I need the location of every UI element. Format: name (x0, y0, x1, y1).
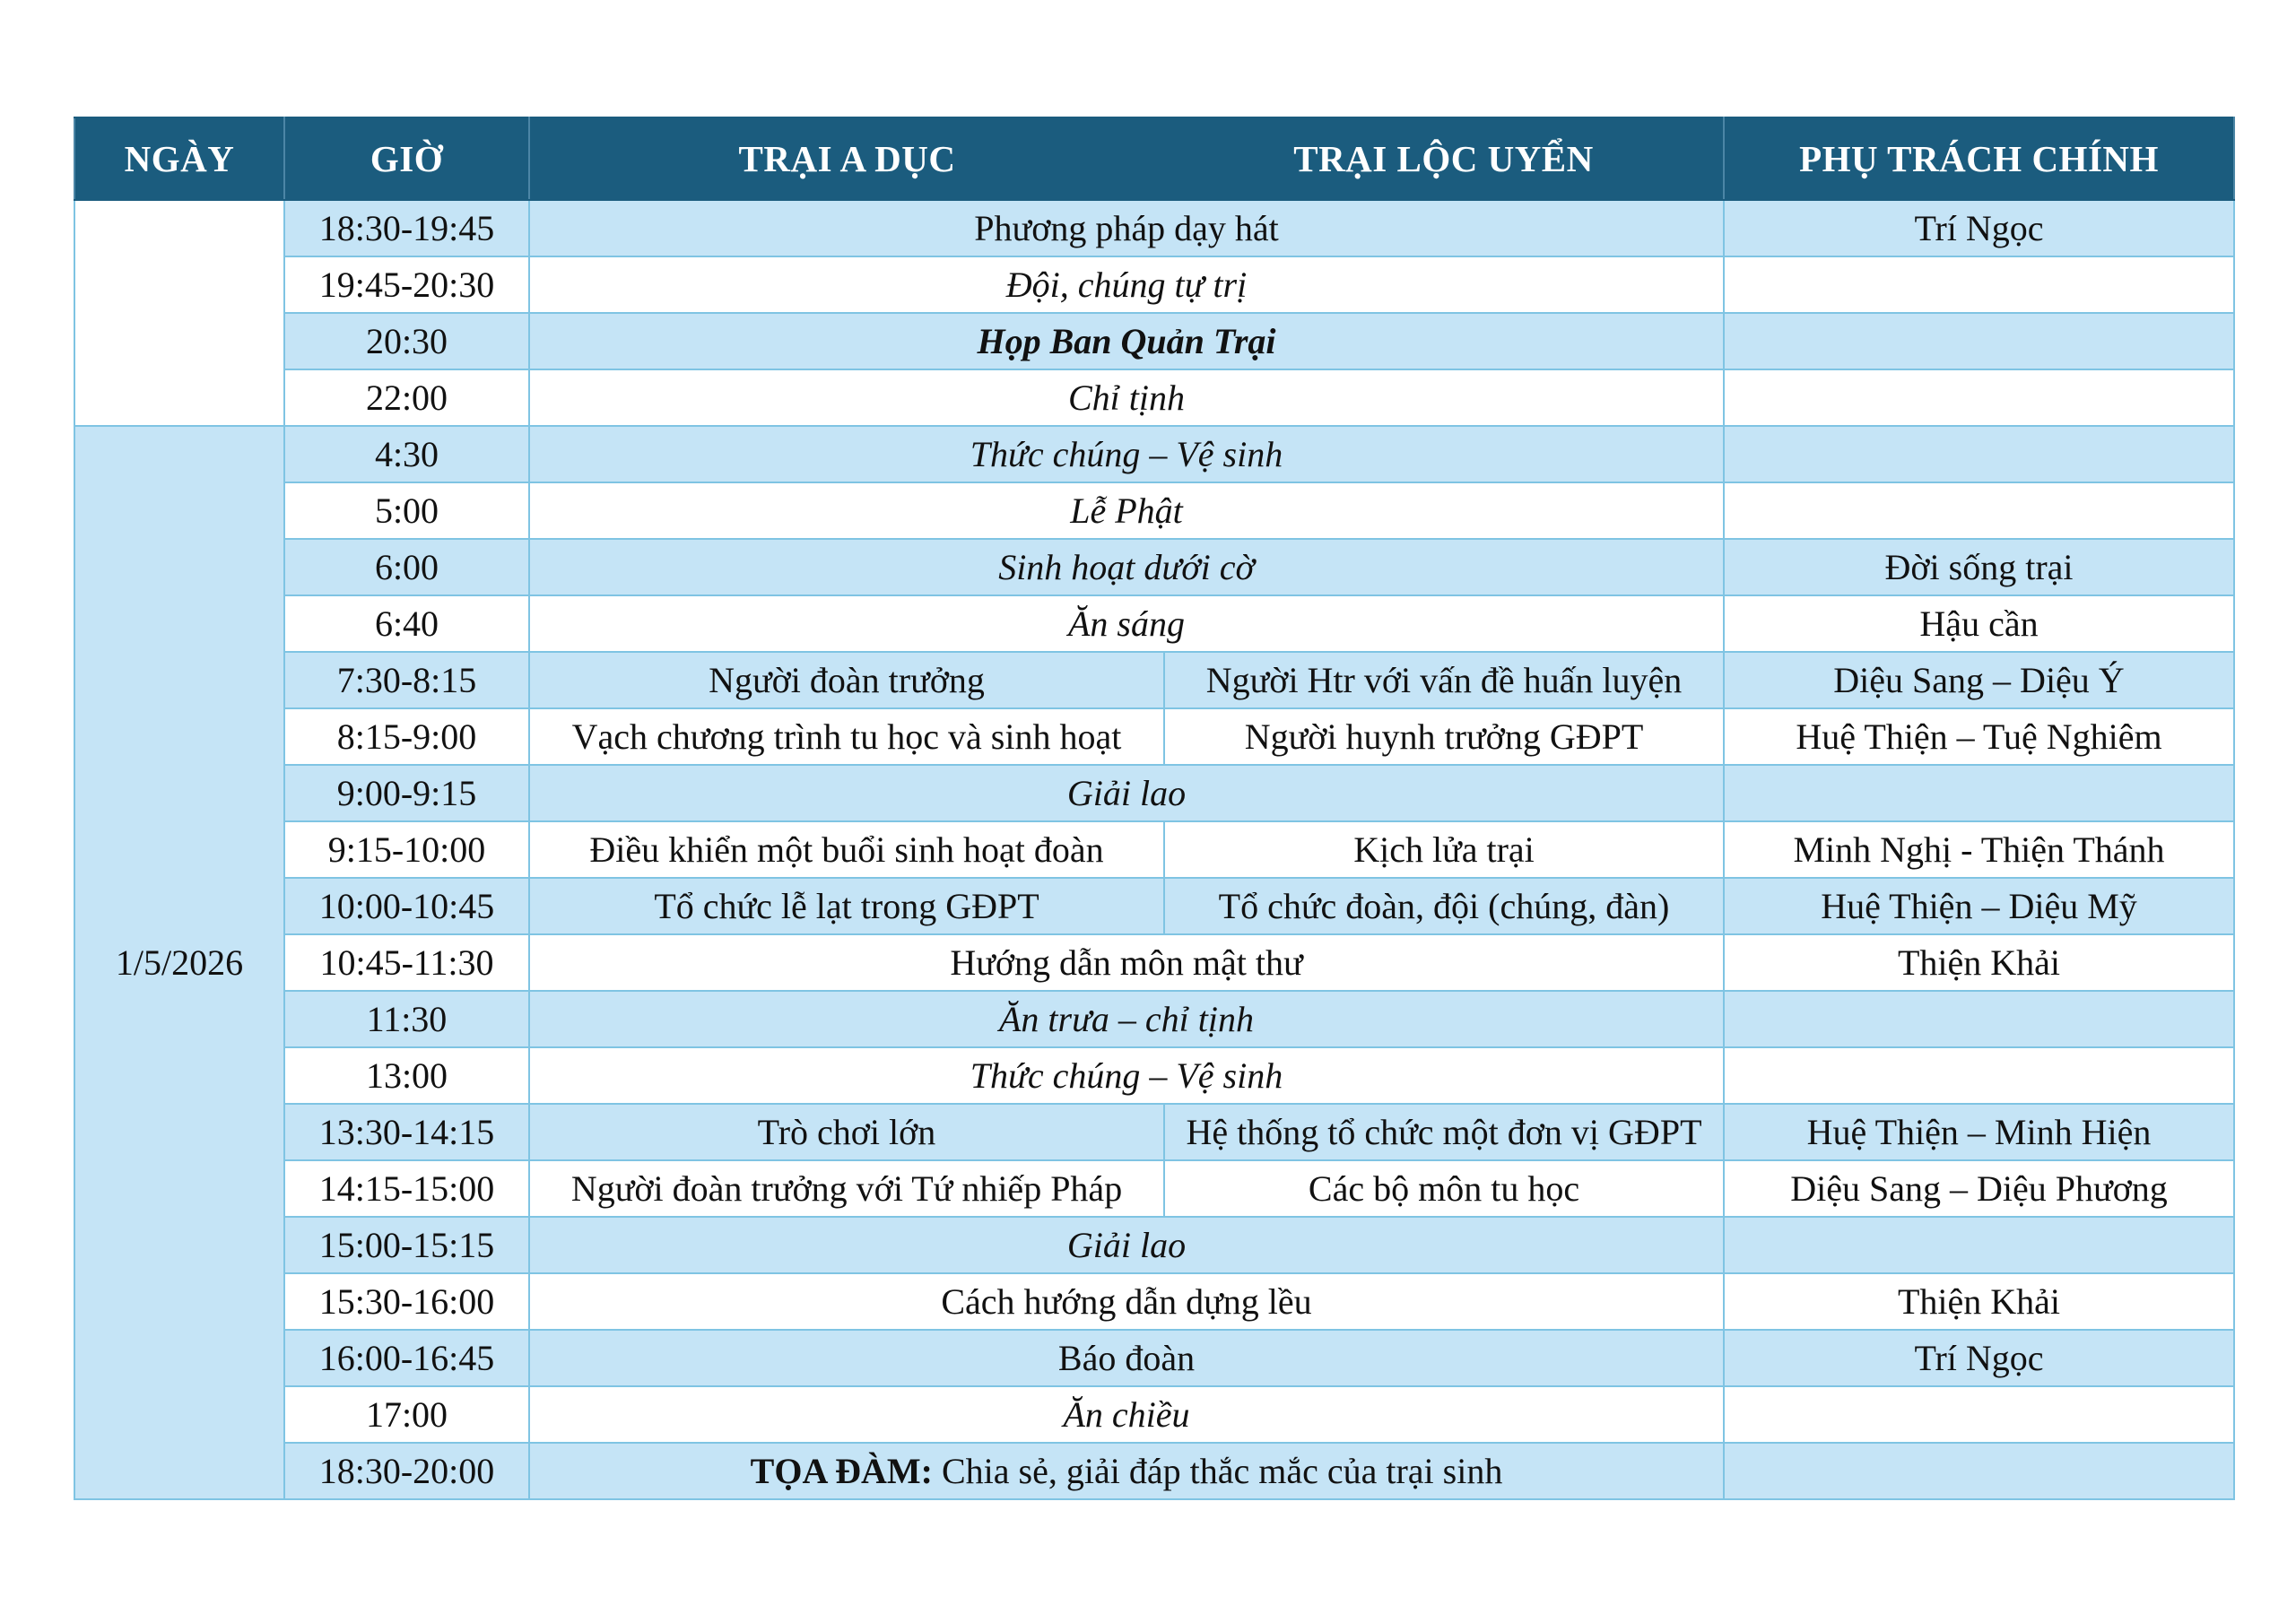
activity-cell: Ăn chiều (529, 1386, 1724, 1443)
table-row (74, 821, 2234, 878)
time-cell: 4:30 (284, 426, 529, 482)
time-cell: 16:00-16:45 (284, 1330, 529, 1386)
responsible-cell: Huệ Thiện – Minh Hiện (1724, 1104, 2234, 1160)
table-row (74, 1273, 2234, 1330)
table-row (74, 1386, 2234, 1443)
activity-cell (529, 1443, 1724, 1499)
responsible-cell: Đời sống trại (1724, 539, 2234, 595)
time-cell: 7:30-8:15 (284, 652, 529, 708)
activity-cell: Họp Ban Quản Trại (529, 313, 1724, 369)
responsible-cell: Diệu Sang – Diệu Phương (1724, 1160, 2234, 1217)
time-cell: 19:45-20:30 (284, 256, 529, 313)
responsible-cell (1724, 1217, 2234, 1273)
time-cell: 10:00-10:45 (284, 878, 529, 934)
responsible-cell: Trí Ngọc (1724, 200, 2234, 256)
activity-cell: Thức chúng – Vệ sinh (529, 1047, 1724, 1104)
activity-cell: Giải lao (529, 765, 1724, 821)
responsible-cell: Minh Nghị - Thiện Thánh (1724, 821, 2234, 878)
responsible-cell (1724, 991, 2234, 1047)
time-cell: 13:00 (284, 1047, 529, 1104)
activity-cell: Báo đoàn (529, 1330, 1724, 1386)
activity-cell: Chỉ tịnh (529, 369, 1724, 426)
responsible-cell (1724, 482, 2234, 539)
header-row (74, 117, 2234, 200)
activity-cell: Ăn trưa – chỉ tịnh (529, 991, 1724, 1047)
activity-cell: Cách hướng dẫn dựng lều (529, 1273, 1724, 1330)
time-cell: 9:15-10:00 (284, 821, 529, 878)
responsible-cell: Huệ Thiện – Diệu Mỹ (1724, 878, 2234, 934)
activity-cell: Hướng dẫn môn mật thư (529, 934, 1724, 991)
day-cell: 1/5/2026 (74, 426, 284, 1499)
table-row (74, 482, 2234, 539)
responsible-cell (1724, 765, 2234, 821)
responsible-cell (1724, 369, 2234, 426)
table-row (74, 539, 2234, 595)
responsible-cell: Diệu Sang – Diệu Ý (1724, 652, 2234, 708)
day-cell (74, 200, 284, 426)
time-cell: 6:00 (284, 539, 529, 595)
header-day: NGÀY (74, 117, 284, 200)
table-row (74, 991, 2234, 1047)
time-cell: 10:45-11:30 (284, 934, 529, 991)
camp-b-cell: Người Htr với vấn đề huấn luyện (1164, 652, 1724, 708)
table-row (74, 595, 2234, 652)
table-row (74, 200, 2234, 256)
header-time: GIỜ (284, 117, 529, 200)
activity-cell: Ăn sáng (529, 595, 1724, 652)
camp-a-cell: Người đoàn trưởng (529, 652, 1164, 708)
time-cell: 6:40 (284, 595, 529, 652)
activity-cell: Phương pháp dạy hát (529, 200, 1724, 256)
responsible-cell (1724, 1443, 2234, 1499)
time-cell: 14:15-15:00 (284, 1160, 529, 1217)
table-row (74, 1047, 2234, 1104)
camp-a-cell: Vạch chương trình tu học và sinh hoạt (529, 708, 1164, 765)
activity-cell: Thức chúng – Vệ sinh (529, 426, 1724, 482)
time-cell: 13:30-14:15 (284, 1104, 529, 1160)
responsible-cell (1724, 1047, 2234, 1104)
header-responsible: PHỤ TRÁCH CHÍNH (1724, 117, 2234, 200)
table-row (74, 765, 2234, 821)
responsible-cell (1724, 313, 2234, 369)
time-cell: 8:15-9:00 (284, 708, 529, 765)
time-cell: 22:00 (284, 369, 529, 426)
table-row (74, 256, 2234, 313)
table-row (74, 878, 2234, 934)
table-row (74, 1217, 2234, 1273)
responsible-cell: Huệ Thiện – Tuệ Nghiêm (1724, 708, 2234, 765)
time-cell: 9:00-9:15 (284, 765, 529, 821)
responsible-cell: Hậu cần (1724, 595, 2234, 652)
table-row (74, 1330, 2234, 1386)
camp-a-cell: Người đoàn trưởng với Tứ nhiếp Pháp (529, 1160, 1164, 1217)
camp-b-cell: Người huynh trưởng GĐPT (1164, 708, 1724, 765)
table-row (74, 426, 2234, 482)
responsible-cell (1724, 1386, 2234, 1443)
responsible-cell: Trí Ngọc (1724, 1330, 2234, 1386)
camp-a-cell: Tổ chức lễ lạt trong GĐPT (529, 878, 1164, 934)
schedule-table (74, 117, 2235, 1500)
table-row (74, 313, 2234, 369)
activity-text: Chia sẻ, giải đáp thắc mắc của trại sinh (932, 1451, 1503, 1491)
time-cell: 18:30-20:00 (284, 1443, 529, 1499)
table-row (74, 1160, 2234, 1217)
responsible-cell: Thiện Khải (1724, 934, 2234, 991)
activity-cell: Lễ Phật (529, 482, 1724, 539)
time-cell: 17:00 (284, 1386, 529, 1443)
responsible-cell: Thiện Khải (1724, 1273, 2234, 1330)
camp-b-cell: Các bộ môn tu học (1164, 1160, 1724, 1217)
responsible-cell (1724, 256, 2234, 313)
camp-a-cell: Điều khiển một buổi sinh hoạt đoàn (529, 821, 1164, 878)
camp-b-cell: Tổ chức đoàn, đội (chúng, đàn) (1164, 878, 1724, 934)
responsible-cell (1724, 426, 2234, 482)
camp-b-cell: Kịch lửa trại (1164, 821, 1724, 878)
table-row (74, 708, 2234, 765)
time-cell: 11:30 (284, 991, 529, 1047)
time-cell: 20:30 (284, 313, 529, 369)
header-camp-a: TRẠI A DỤC (529, 117, 1164, 200)
table-row (74, 934, 2234, 991)
activity-cell: Giải lao (529, 1217, 1724, 1273)
table-row (74, 652, 2234, 708)
time-cell: 15:30-16:00 (284, 1273, 529, 1330)
header-camp-b: TRẠI LỘC UYỂN (1164, 117, 1724, 200)
time-cell: 5:00 (284, 482, 529, 539)
time-cell: 15:00-15:15 (284, 1217, 529, 1273)
time-cell: 18:30-19:45 (284, 200, 529, 256)
activity-cell: Sinh hoạt dưới cờ (529, 539, 1724, 595)
table-row (74, 1443, 2234, 1499)
activity-cell: Đội, chúng tự trị (529, 256, 1724, 313)
camp-b-cell: Hệ thống tổ chức một đơn vị GĐPT (1164, 1104, 1724, 1160)
table-row (74, 369, 2234, 426)
camp-a-cell: Trò chơi lớn (529, 1104, 1164, 1160)
table-row (74, 1104, 2234, 1160)
activity-bold-label: TỌA ĐÀM: (750, 1451, 933, 1491)
